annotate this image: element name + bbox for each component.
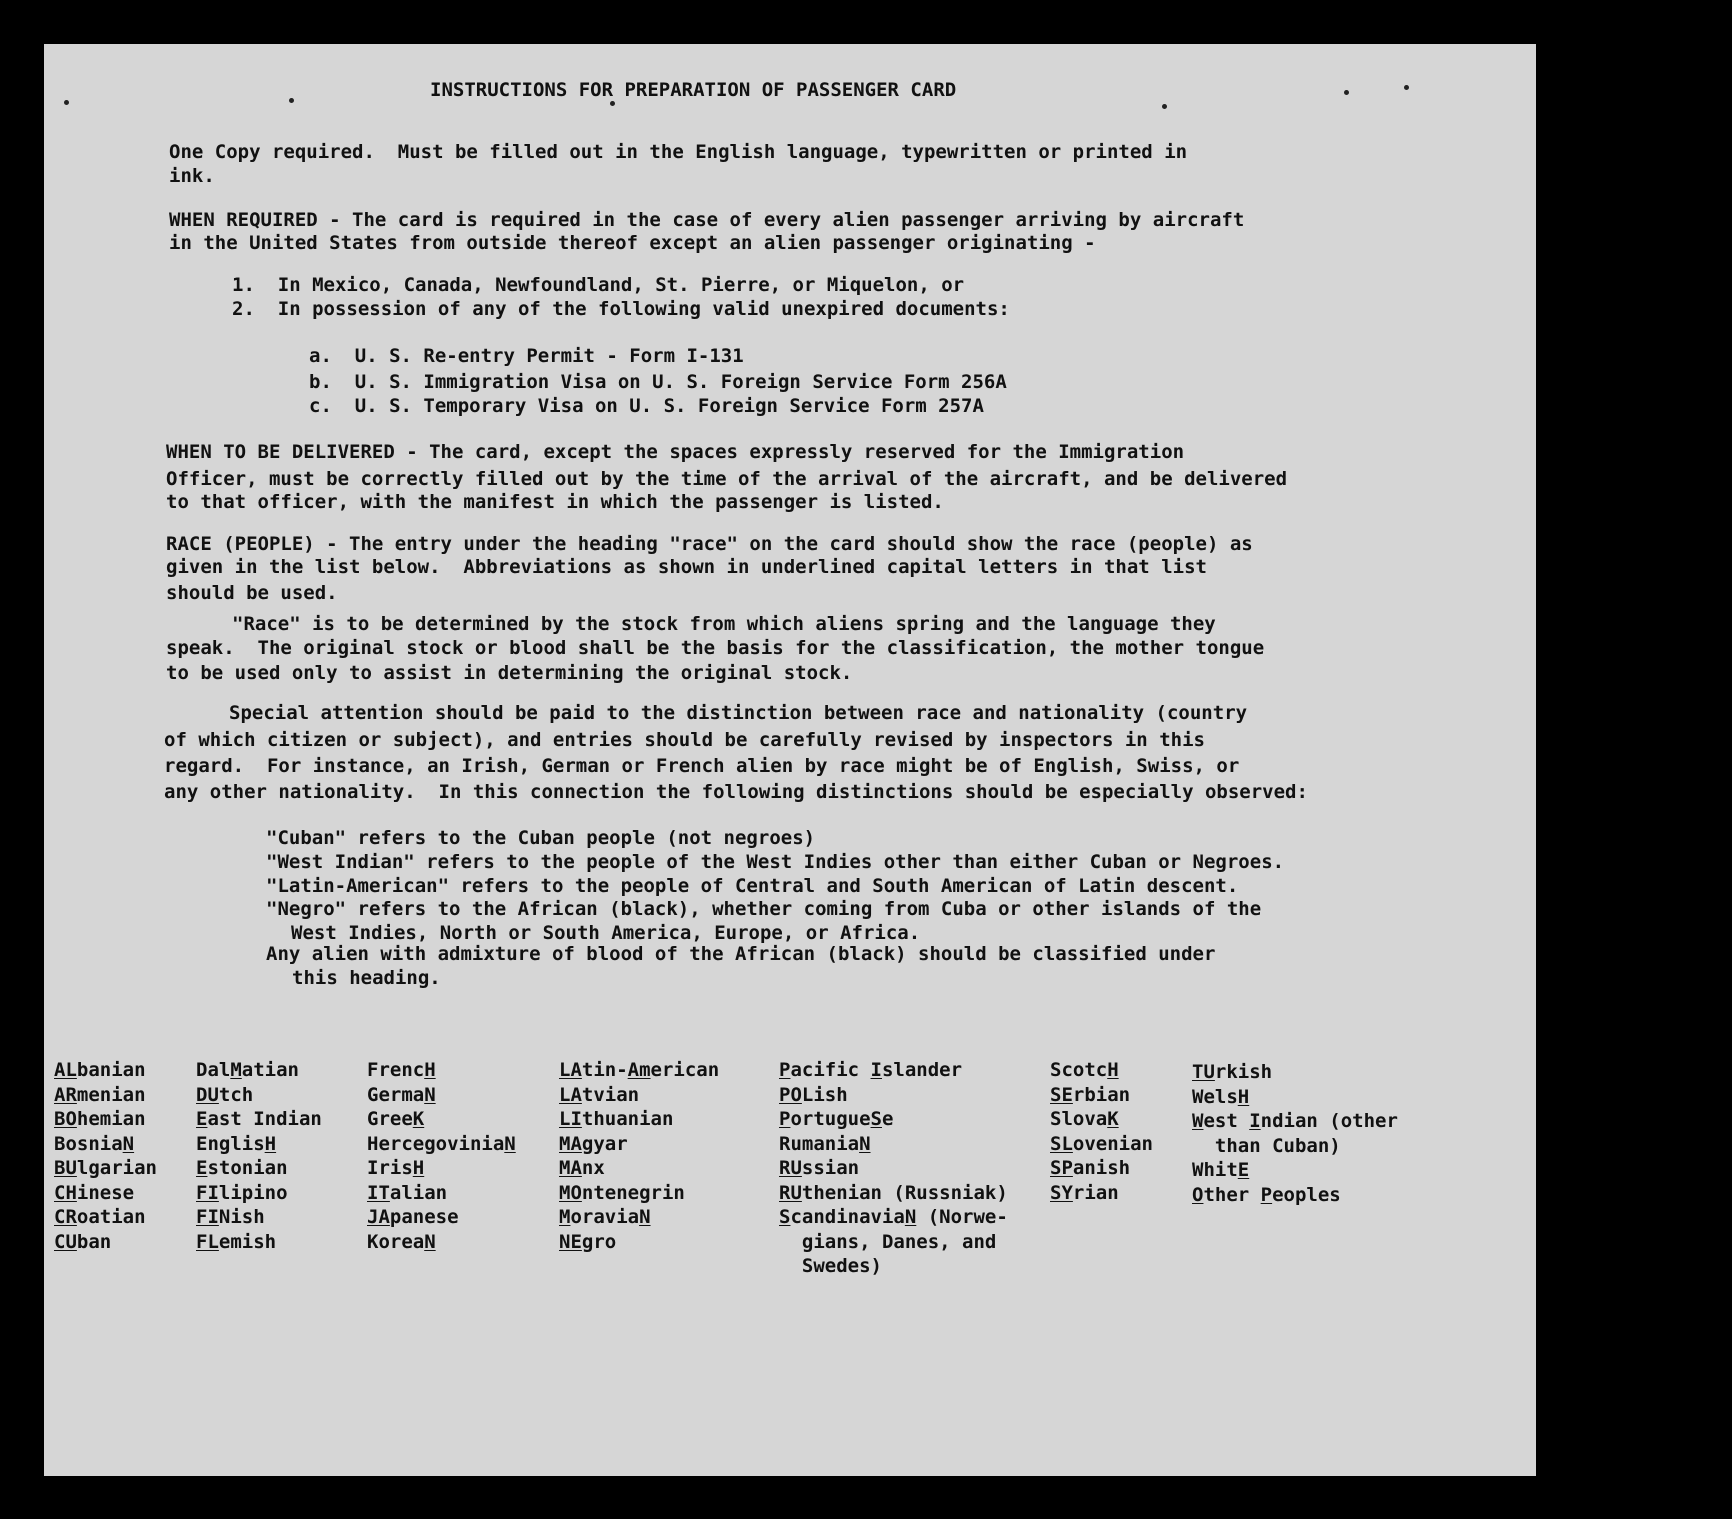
race-text: ortugue	[790, 1108, 871, 1130]
race-abbreviation: S	[779, 1206, 791, 1228]
race-abbreviation: K	[412, 1108, 425, 1130]
text-line: "Race" is to be determined by the stock from which aliens spring and the language they	[232, 613, 1216, 635]
race-text: alian	[389, 1181, 448, 1204]
race-text: banian	[76, 1059, 146, 1081]
race-abbreviation: Am	[627, 1059, 651, 1081]
race-text: Swedes)	[779, 1255, 882, 1277]
text-line: RACE (PEOPLE) - The entry under the heading "race" on the card should show the race (people) as	[166, 533, 1253, 555]
race-abbreviation: E	[196, 1108, 208, 1130]
race-text: gyar	[581, 1132, 628, 1155]
race-entry	[1050, 1083, 1153, 1108]
race-abbreviation: AR	[54, 1083, 77, 1106]
race-entry	[54, 1107, 157, 1132]
race-text: Whit	[1192, 1159, 1238, 1181]
race-abbreviation: LA	[559, 1083, 582, 1106]
race-text: (Norwe-	[916, 1206, 1008, 1228]
race-abbreviation: BU	[54, 1157, 77, 1179]
race-abbreviation: MA	[559, 1157, 582, 1179]
text-line: regard. For instance, an Irish, German or French alien by race might be of English, Swiss, or	[164, 755, 1240, 777]
race-text: menian	[76, 1083, 146, 1106]
list-item: 1. In Mexico, Canada, Newfoundland, St. Pierre, or Miquelon, or	[232, 274, 965, 296]
race-entry	[779, 1058, 1008, 1083]
definition-line: "Negro" refers to the African (black), whether coming from Cuba or other islands of the	[266, 898, 1262, 920]
race-entry	[54, 1083, 157, 1108]
text-line: WHEN REQUIRED - The card is required in the case of every alien passenger arriving by aircraft	[169, 209, 1245, 231]
race-text: inese	[76, 1181, 135, 1204]
race-entry	[779, 1181, 1008, 1206]
text-line: given in the list below. Abbreviations as shown in underlined capital letters in that list	[166, 556, 1207, 578]
race-abbreviation: W	[1192, 1110, 1204, 1132]
race-abbreviation: I	[870, 1059, 882, 1081]
race-text: acific	[790, 1059, 871, 1081]
race-entry	[1050, 1107, 1153, 1132]
race-text: Rumania	[779, 1132, 860, 1155]
race-abbreviation: LI	[559, 1108, 582, 1130]
race-column	[196, 1058, 322, 1254]
race-entry	[559, 1083, 719, 1108]
race-text: nx	[581, 1157, 605, 1179]
race-abbreviation: H	[1107, 1059, 1119, 1081]
race-entry	[1050, 1058, 1153, 1083]
race-abbreviation: CH	[54, 1181, 77, 1204]
race-abbreviation: FI	[196, 1206, 219, 1228]
race-entry	[196, 1083, 322, 1108]
race-entry	[1192, 1109, 1398, 1134]
race-abbreviation: S	[870, 1108, 882, 1130]
race-abbreviation: M	[559, 1206, 571, 1228]
race-abbreviation: SE	[1050, 1083, 1073, 1106]
race-text: panese	[389, 1206, 459, 1228]
race-entry	[196, 1107, 322, 1132]
race-abbreviation: FI	[196, 1181, 219, 1204]
race-entry	[367, 1107, 516, 1132]
race-entry	[1050, 1156, 1153, 1181]
race-text: Scotc	[1050, 1059, 1108, 1081]
race-text: ban	[76, 1230, 112, 1253]
race-text: lgarian	[76, 1157, 157, 1179]
race-abbreviation: M	[230, 1059, 242, 1081]
race-entry	[196, 1181, 322, 1206]
race-text: rian	[1072, 1181, 1119, 1204]
race-entry	[196, 1230, 322, 1255]
race-column	[779, 1058, 1008, 1279]
race-text: oravia	[570, 1206, 640, 1228]
speck	[1404, 85, 1409, 90]
text-line: in the United States from outside thereof except an alien passenger originating -	[169, 232, 1096, 254]
race-text: ndian (other	[1260, 1110, 1398, 1132]
race-column	[367, 1058, 516, 1254]
race-entry	[54, 1181, 157, 1206]
definition-line: "Latin-American" refers to the people of Central and South American of Latin descent.	[266, 875, 1239, 897]
speck	[289, 98, 294, 103]
race-entry	[196, 1156, 322, 1181]
race-abbreviation: TU	[1192, 1061, 1215, 1083]
race-abbreviation: N	[424, 1230, 436, 1253]
race-abbreviation: SL	[1050, 1132, 1073, 1155]
race-text: erican	[650, 1059, 720, 1081]
race-abbreviation: AL	[54, 1059, 77, 1081]
race-entry	[367, 1132, 516, 1157]
race-text: Iris	[367, 1157, 413, 1179]
race-entry	[54, 1132, 157, 1157]
race-text: hemian	[76, 1108, 146, 1130]
race-text: thenian (Russniak)	[801, 1181, 1008, 1204]
race-abbreviation: IT	[367, 1181, 390, 1204]
race-text: Gree	[367, 1108, 413, 1130]
speck	[1162, 104, 1167, 109]
race-entry	[196, 1132, 322, 1157]
race-text: Korea	[367, 1230, 425, 1253]
race-abbreviation: K	[1107, 1108, 1119, 1130]
race-abbreviation: P	[1260, 1183, 1273, 1206]
race-abbreviation: O	[1192, 1183, 1204, 1206]
race-entry	[779, 1230, 1008, 1255]
text-line: to that officer, with the manifest in which the passenger is listed.	[166, 491, 944, 513]
race-entry	[559, 1205, 719, 1230]
race-column	[1050, 1058, 1153, 1205]
race-abbreviation: N	[904, 1206, 917, 1228]
speck	[64, 100, 69, 105]
race-text: oatian	[76, 1206, 146, 1228]
race-entry	[1192, 1085, 1398, 1110]
race-entry	[779, 1083, 1008, 1108]
race-entry	[1192, 1134, 1398, 1159]
race-entry	[1192, 1158, 1398, 1183]
race-entry	[367, 1181, 516, 1206]
race-text: stonian	[207, 1157, 288, 1179]
race-abbreviation: DU	[196, 1083, 219, 1106]
race-abbreviation: N	[639, 1206, 651, 1228]
race-abbreviation: P	[779, 1108, 791, 1130]
race-abbreviation: JA	[367, 1206, 390, 1228]
race-column	[54, 1058, 157, 1254]
race-abbreviation: N	[122, 1132, 135, 1155]
race-entry	[559, 1058, 719, 1083]
race-abbreviation: CR	[54, 1206, 77, 1228]
race-entry	[367, 1205, 516, 1230]
race-text: ssian	[801, 1157, 860, 1179]
definition-line: this heading.	[292, 967, 441, 989]
race-text: est	[1203, 1110, 1250, 1132]
race-text: than Cuban)	[1192, 1134, 1341, 1157]
race-entry	[367, 1156, 516, 1181]
race-entry	[779, 1156, 1008, 1181]
race-text: rbian	[1072, 1083, 1131, 1106]
race-entry	[196, 1058, 322, 1083]
race-text: Nish	[218, 1206, 265, 1228]
race-abbreviation: H	[424, 1059, 436, 1081]
race-entry	[559, 1156, 719, 1181]
text-line: speak. The original stock or blood shall be the basis for the classification, the mother tongue	[166, 637, 1265, 659]
race-abbreviation: FL	[196, 1230, 219, 1253]
text-line: Officer, must be correctly filled out by the time of the arrival of the aircraft, and be delivered	[166, 468, 1288, 490]
race-entry	[779, 1254, 1008, 1279]
list-item: 2. In possession of any of the following valid unexpired documents:	[232, 298, 1010, 320]
race-abbreviation: N	[424, 1083, 436, 1106]
race-entry	[559, 1107, 719, 1132]
race-column	[559, 1058, 719, 1254]
race-abbreviation: H	[264, 1132, 277, 1155]
race-entry	[367, 1230, 516, 1255]
list-item: b. U. S. Immigration Visa on U. S. Foreign Service Form 256A	[309, 371, 1007, 393]
race-entry	[779, 1132, 1008, 1157]
text-line: ink.	[169, 165, 215, 187]
race-text: tch	[218, 1083, 254, 1106]
text-line: to be used only to assist in determining the original stock.	[166, 662, 853, 684]
race-entry	[54, 1205, 157, 1230]
race-abbreviation: N	[504, 1132, 516, 1155]
race-entry	[559, 1230, 719, 1255]
race-text: atian	[241, 1059, 299, 1081]
race-abbreviation: NE	[559, 1230, 582, 1253]
race-entry	[1050, 1132, 1153, 1157]
race-text: Bosnia	[54, 1132, 123, 1155]
race-column	[1192, 1060, 1398, 1207]
text-line: any other nationality. In this connection the following distinctions should be especially observed:	[164, 781, 1308, 803]
text-line: of which citizen or subject), and entries should be carefully revised by inspectors in this	[164, 729, 1205, 751]
race-entry	[367, 1058, 516, 1083]
text-line: WHEN TO BE DELIVERED - The card, except the spaces expressly reserved for the Immigration	[166, 441, 1185, 463]
race-entry	[779, 1107, 1008, 1132]
race-abbreviation: H	[1237, 1085, 1250, 1108]
race-text: tin-	[581, 1059, 628, 1081]
text-line: One Copy required. Must be filled out in the English language, typewritten or printed in	[169, 141, 1188, 163]
race-text: ther	[1203, 1183, 1261, 1206]
race-abbreviation: E	[1237, 1159, 1250, 1181]
race-entry	[54, 1156, 157, 1181]
race-text: Lish	[801, 1083, 848, 1106]
race-abbreviation: I	[1249, 1110, 1261, 1132]
race-text: tvian	[581, 1083, 640, 1106]
race-text: ovenian	[1072, 1132, 1153, 1155]
race-entry	[367, 1083, 516, 1108]
race-entry	[1192, 1060, 1398, 1085]
race-text: Frenc	[367, 1059, 425, 1081]
race-abbreviation: H	[412, 1157, 425, 1179]
document-title: INSTRUCTIONS FOR PREPARATION OF PASSENGER CARD	[430, 79, 957, 101]
race-text: thuanian	[581, 1108, 674, 1130]
race-entry	[779, 1205, 1008, 1230]
race-abbreviation: MO	[559, 1181, 582, 1204]
text-line: should be used.	[166, 582, 338, 604]
race-text: ntenegrin	[581, 1181, 685, 1204]
race-text: Englis	[196, 1132, 265, 1155]
race-text: Slova	[1050, 1108, 1108, 1130]
race-entry	[1192, 1183, 1398, 1208]
definition-line: Any alien with admixture of blood of the African (black) should be classified under	[266, 943, 1216, 965]
document-page	[44, 44, 1536, 1476]
race-text: slander	[881, 1059, 963, 1081]
race-text: gians, Danes, and	[779, 1230, 997, 1253]
definition-line: West Indies, North or South America, Europe, or Africa.	[291, 922, 921, 944]
race-entry	[196, 1205, 322, 1230]
race-abbreviation: RU	[779, 1181, 802, 1204]
race-abbreviation: E	[196, 1157, 208, 1179]
race-abbreviation: BO	[54, 1108, 77, 1130]
text-line: Special attention should be paid to the distinction between race and nationality (country	[229, 702, 1248, 724]
race-text: candinavia	[790, 1206, 905, 1228]
list-item: c. U. S. Temporary Visa on U. S. Foreign Service Form 257A	[309, 395, 984, 417]
race-entry	[54, 1230, 157, 1255]
race-text: anish	[1072, 1157, 1131, 1179]
race-text: gro	[581, 1230, 617, 1253]
race-text: eoples	[1272, 1183, 1341, 1206]
race-text: Hercegovinia	[367, 1132, 505, 1155]
race-abbreviation: PO	[779, 1083, 802, 1106]
race-abbreviation: MA	[559, 1132, 582, 1155]
race-abbreviation: SY	[1050, 1181, 1073, 1204]
speck	[1344, 90, 1349, 95]
race-text: e	[881, 1108, 894, 1130]
race-text: ast Indian	[207, 1108, 322, 1130]
race-abbreviation: CU	[54, 1230, 77, 1253]
race-text: Wels	[1192, 1085, 1238, 1108]
race-abbreviation: RU	[779, 1157, 802, 1179]
race-entry	[559, 1181, 719, 1206]
race-abbreviation: SP	[1050, 1157, 1073, 1179]
race-text: rkish	[1214, 1061, 1273, 1083]
race-entry	[54, 1058, 157, 1083]
definition-line: "West Indian" refers to the people of the West Indies other than either Cuban or Negroes.	[266, 851, 1285, 873]
race-abbreviation: LA	[559, 1059, 582, 1081]
speck	[610, 101, 615, 106]
list-item: a. U. S. Re-entry Permit - Form I-131	[309, 345, 744, 367]
race-text: lipino	[218, 1181, 288, 1204]
definition-line: "Cuban" refers to the Cuban people (not negroes)	[266, 827, 816, 849]
race-entry	[559, 1132, 719, 1157]
race-text: emish	[218, 1230, 277, 1253]
race-entry	[1050, 1181, 1153, 1206]
race-text: Germa	[367, 1083, 425, 1106]
race-text: Dal	[196, 1059, 231, 1081]
race-abbreviation: N	[859, 1132, 871, 1155]
race-abbreviation: P	[779, 1059, 791, 1081]
